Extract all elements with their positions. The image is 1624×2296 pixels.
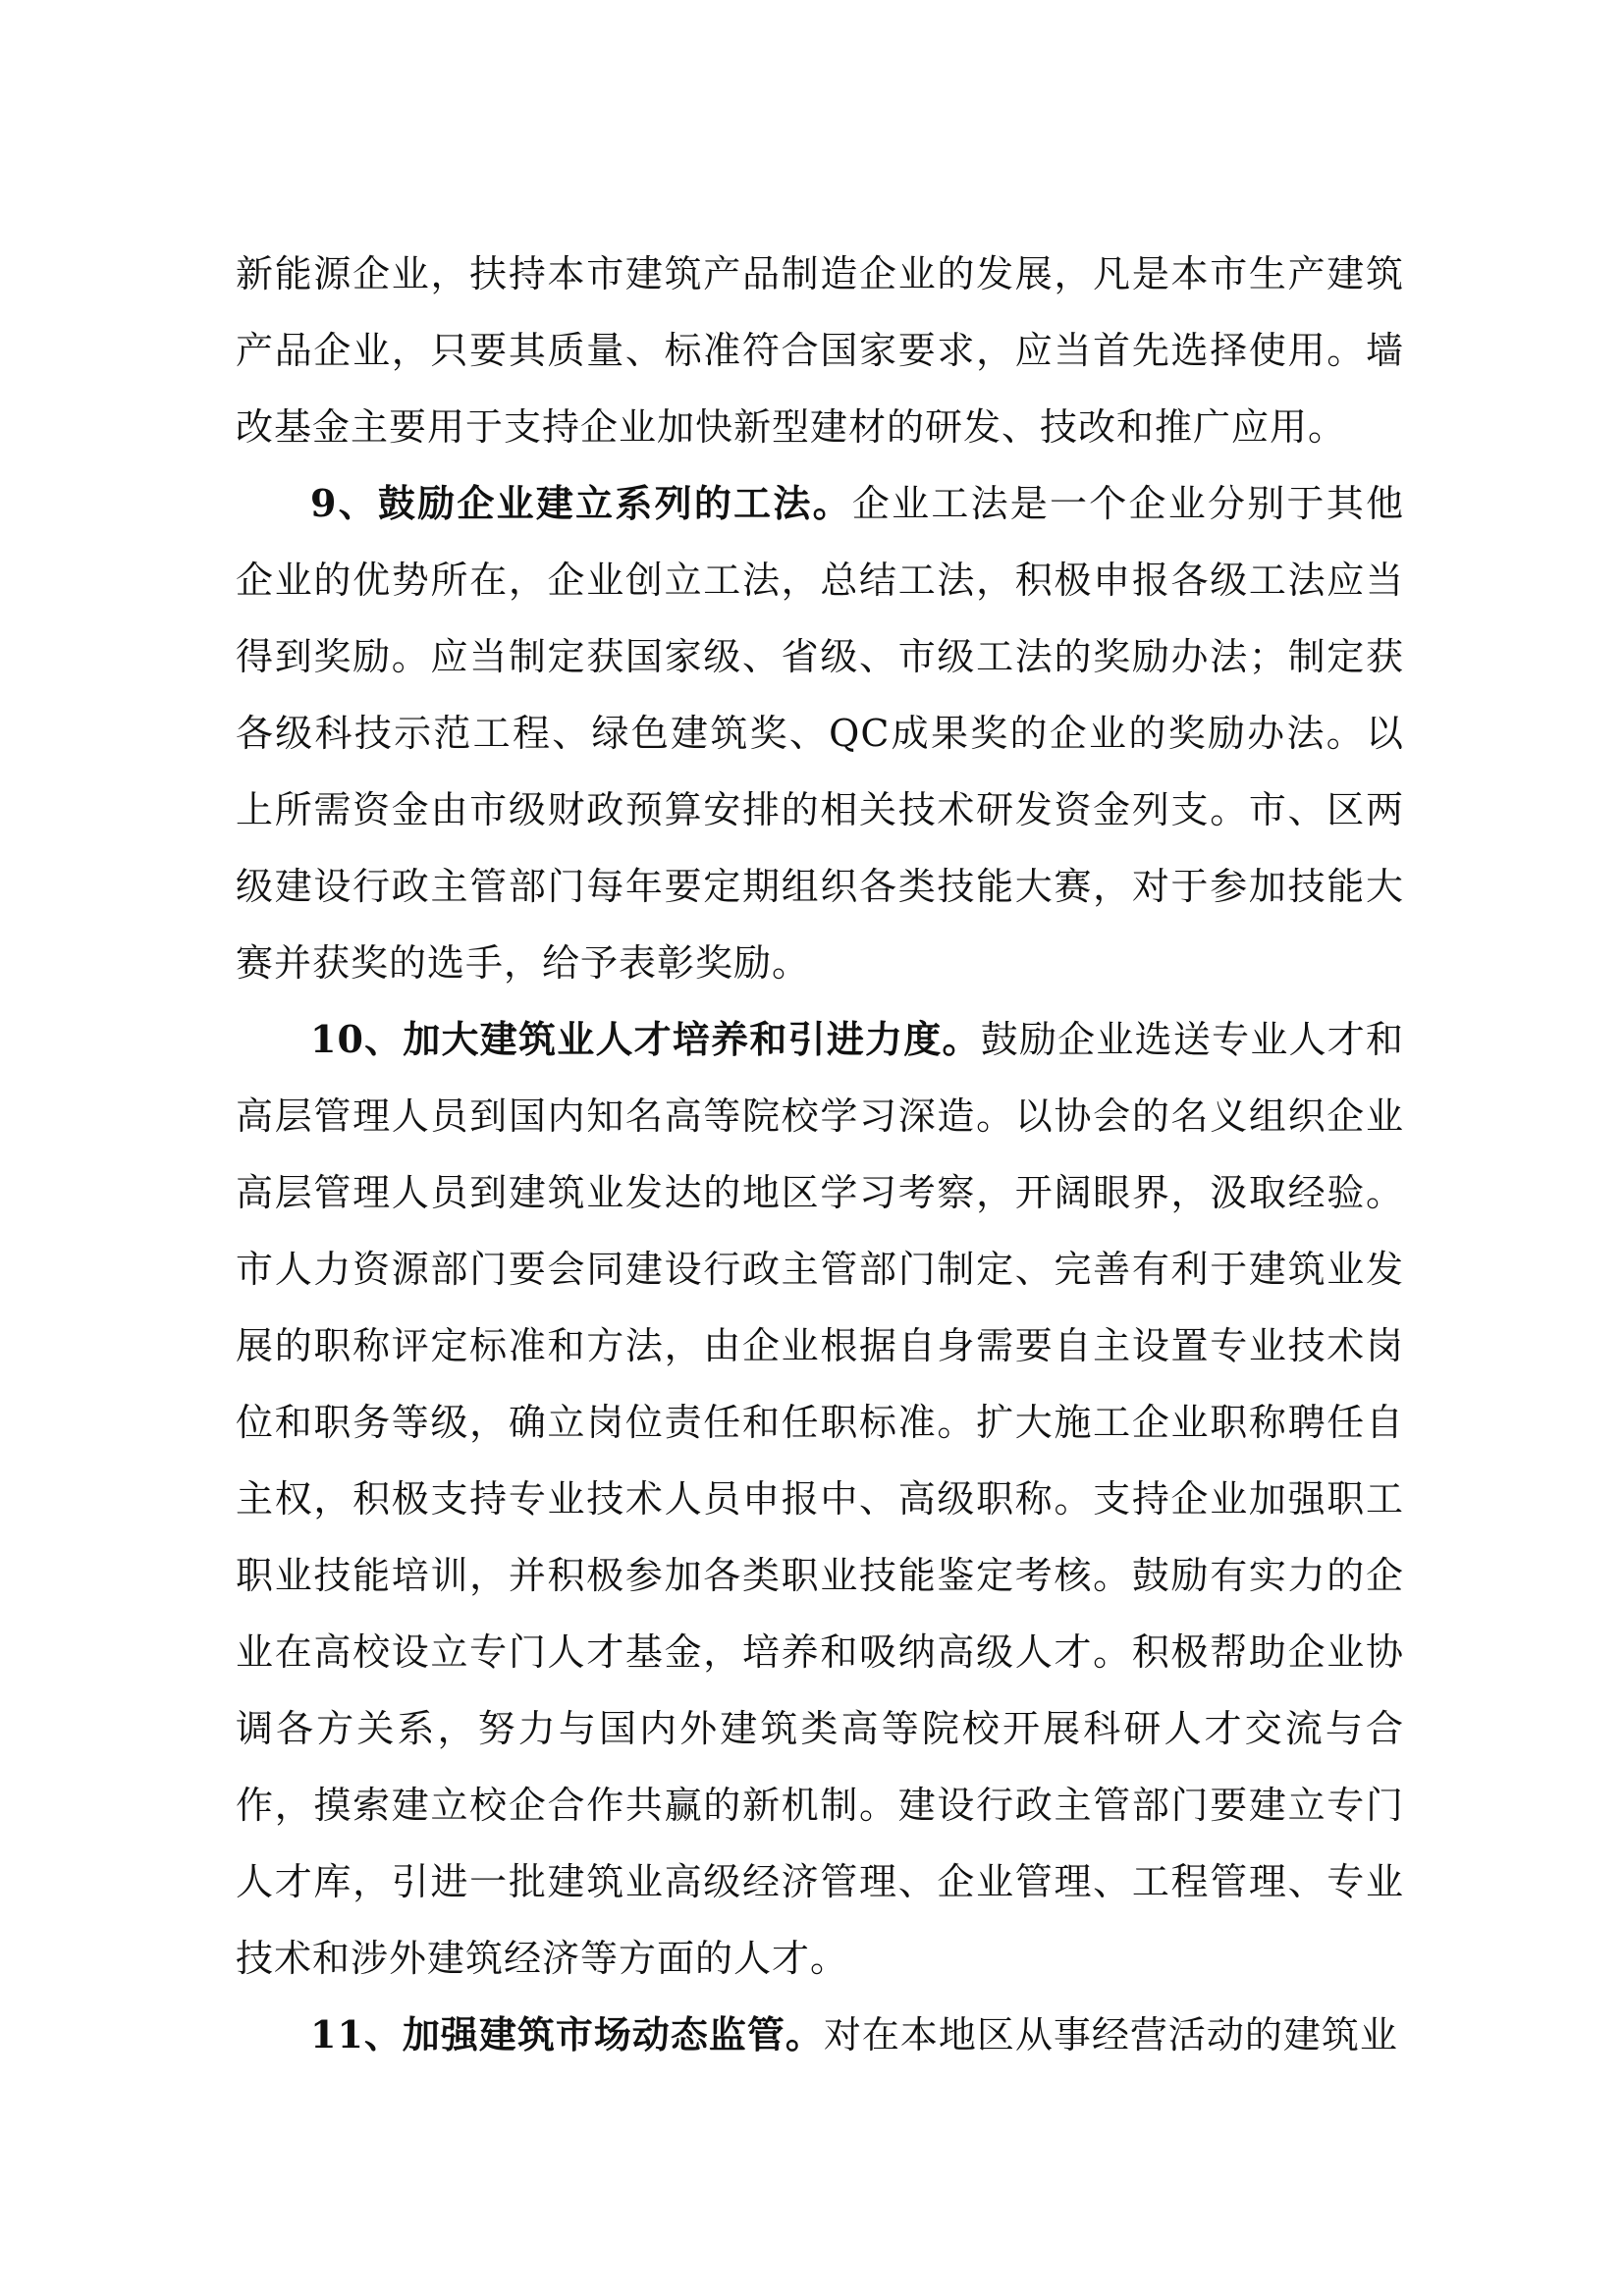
paragraph-heading: 11、加强建筑市场动态监管。 — [310, 2012, 824, 2056]
paragraph-item-11 — [236, 1997, 1404, 2073]
paragraph-item-9 — [236, 465, 1404, 1001]
paragraph-continuation — [236, 236, 1404, 465]
paragraph-heading: 9、鼓励企业建立系列的工法。 — [310, 481, 852, 525]
paragraph-text: 新能源企业，扶持本市建筑产品制造企业的发展，凡是本市生产建筑产品企业，只要其质量、标准符合国家要求，应当首先选择使用。墙改基金主要用于支持企业加快新型建材的研发、技改和推广应用。 — [236, 252, 1404, 449]
paragraph-text: 企业工法是一个企业分别于其他企业的优势所在，企业创立工法，总结工法，积极申报各级工法应当得到奖励。应当制定获国家级、省级、市级工法的奖励办法；制定获各级科技示范工程、绿色建筑奖、QC成果奖的企业的奖励办法。以上所需资金由市级财政预算安排的相关技术研发资金列支。市、区两级建设行政主管部门每年要定期组织各类技能大赛，对于参加技能大赛并获奖的选手，给予表彰奖励。 — [236, 482, 1404, 985]
paragraph-heading: 10、加大建筑业人才培养和引进力度。 — [310, 1017, 981, 1061]
paragraph-text: 对在本地区从事经营活动的建筑业 — [823, 2013, 1398, 2056]
body-text — [236, 236, 1404, 2073]
paragraph-text: 鼓励企业选送专业人才和高层管理人员到国内知名高等院校学习深造。以协会的名义组织企业高层管理人员到建筑业发达的地区学习考察，开阔眼界，汲取经验。市人力资源部门要会同建设行政主管部门制定、完善有利于建筑业发展的职称评定标准和方法，由企业根据自身需要自主设置专业技术岗位和职务等级，确立岗位责任和任职标准。扩大施工企业职称聘任自主权，积极支持专业技术人员申报中、高级职称。支持企业加强职工职业技能培训，并积极参加各类职业技能鉴定考核。鼓励有实力的企业在高校设立专门人才基金，培养和吸纳高级人才。积极帮助企业协调各方关系，努力与国内外建筑类高等院校开展科研人才交流与合作，摸索建立校企合作共赢的新机制。建设行政主管部门要建立专门人才库，引进一批建筑业高级经济管理、企业管理、工程管理、专业技术和涉外建筑经济等方面的人才。 — [236, 1018, 1404, 1980]
paragraph-item-10 — [236, 1001, 1404, 1997]
